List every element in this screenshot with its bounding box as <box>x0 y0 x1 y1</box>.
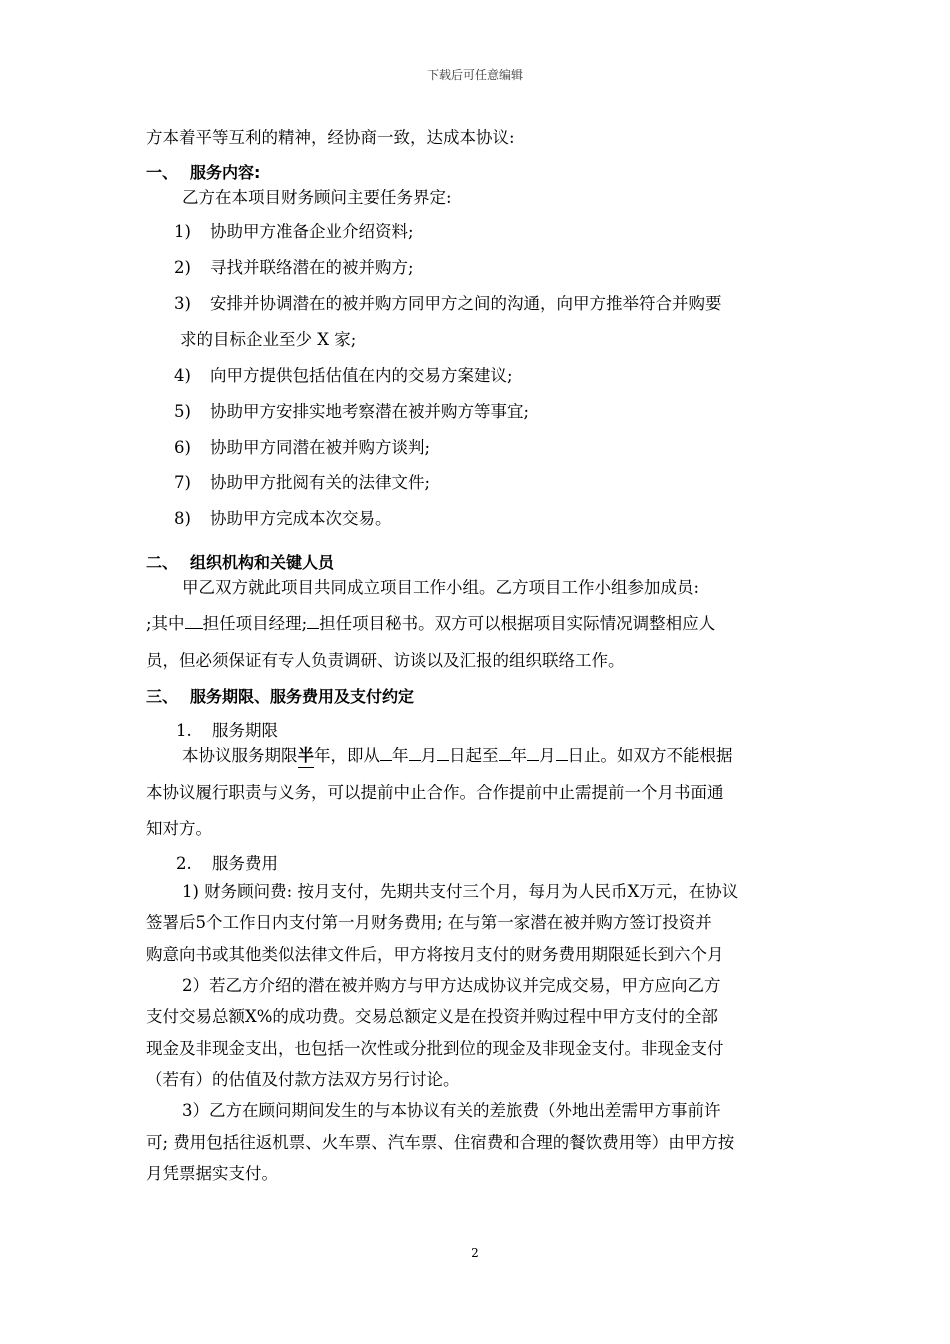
blank-underline <box>380 760 392 761</box>
term-paragraph-line: 本协议服务期限半年，即从 年 月 日起至 年 月 日止。如双方不能根据 <box>182 745 733 768</box>
section-2-paragraph-line: ;其中 担任项目经理; 担任项目秘书。双方可以根据项目实际情况调整相应人 <box>146 614 716 633</box>
section-1-lead: 乙方在本项目财务顾问主要任务界定: <box>182 188 452 207</box>
list-item: 8) 协助甲方完成本次交易。 <box>174 509 392 528</box>
fee-paragraph-line: 可; 费用包括往返机票、火车票、汽车票、住宿费和合理的餐饮费用等）由甲方按 <box>146 1133 735 1152</box>
blank-underline <box>527 760 539 761</box>
section-3-title: 服务期限、服务费用及支付约定 <box>190 687 415 706</box>
section-3-number: 三、 <box>146 687 179 706</box>
blank-underline <box>185 628 203 629</box>
subsection-heading: 1. 服务期限 <box>176 721 278 740</box>
section-2-title: 组织机构和关键人员 <box>190 553 335 572</box>
fee-paragraph-line: （若有）的估值及付款方法双方另行讨论。 <box>146 1070 460 1089</box>
blank-underline <box>307 628 319 629</box>
section-2-paragraph-line: 甲乙双方就此项目共同成立项目工作小组。乙方项目工作小组参加成员: <box>182 578 700 597</box>
list-item-continuation: 求的目标企业至少 X 家; <box>180 330 357 349</box>
list-item: 1) 协助甲方准备企业介绍资料; <box>174 222 414 241</box>
fee-paragraph-line: 现金及非现金支出，也包括一次性或分批到位的现金及非现金支付。非现金支付 <box>146 1039 724 1058</box>
intro-paragraph: 方本着平等互利的精神，经协商一致，达成本协议: <box>146 128 515 147</box>
list-item: 4) 向甲方提供包括估值在内的交易方案建议; <box>174 366 513 385</box>
page-header: 下载后可任意编辑 <box>426 68 523 82</box>
section-1-number: 一、 <box>146 163 179 182</box>
section-2-number: 二、 <box>146 553 179 572</box>
term-value: 半 <box>298 745 315 768</box>
section-1-title: 服务内容: <box>190 163 261 182</box>
blank-underline <box>556 760 568 761</box>
fee-paragraph-line: 3）乙方在顾问期间发生的与本协议有关的差旅费（外地出差需甲方事前许 <box>182 1101 721 1120</box>
list-item: 3) 安排并协调潜在的被并购方同甲方之间的沟通，向甲方推举符合并购要 <box>174 294 722 313</box>
section-1-heading <box>146 162 260 184</box>
section-2-heading <box>146 552 334 574</box>
list-item: 2) 寻找并联络潜在的被并购方; <box>174 258 414 277</box>
fee-paragraph-line: 签署后5个工作日内支付第一月财务费用; 在与第一家潜在被并购方签订投资并 <box>146 913 712 932</box>
blank-underline <box>409 760 421 761</box>
fee-paragraph-line: 2）若乙方介绍的潜在被并购方与甲方达成协议并完成交易，甲方应向乙方 <box>182 976 721 995</box>
fee-paragraph-line: 支付交易总额X%的成功费。交易总额定义是在投资并购过程中甲方支付的全部 <box>146 1007 718 1026</box>
section-2-paragraph-line: 员，但必须保证有专人负责调研、访谈以及汇报的组织联络工作。 <box>146 651 625 670</box>
section-3-heading <box>146 686 414 708</box>
term-paragraph-line: 本协议履行职责与义务，可以提前中止合作。合作提前中止需提前一个月书面通 <box>146 783 724 802</box>
fee-paragraph-line: 1) 财务顾问费: 按月支付，先期共支付三个月，每月为人民币X万元，在协议 <box>182 882 739 901</box>
list-item: 7) 协助甲方批阅有关的法律文件; <box>174 473 431 492</box>
term-paragraph-line: 知对方。 <box>146 819 212 838</box>
blank-underline <box>499 760 511 761</box>
fee-paragraph-line: 月凭票据实支付。 <box>146 1164 278 1183</box>
page-number: 2 <box>471 1246 479 1260</box>
list-item: 6) 协助甲方同潜在被并购方谈判; <box>174 438 431 457</box>
fee-paragraph-line: 购意向书或其他类似法律文件后，甲方将按月支付的财务费用期限延长到六个月 <box>146 945 724 964</box>
blank-underline <box>437 760 449 761</box>
list-item: 5) 协助甲方安排实地考察潜在被并购方等事宜; <box>174 402 530 421</box>
subsection-heading: 2. 服务费用 <box>176 854 278 873</box>
